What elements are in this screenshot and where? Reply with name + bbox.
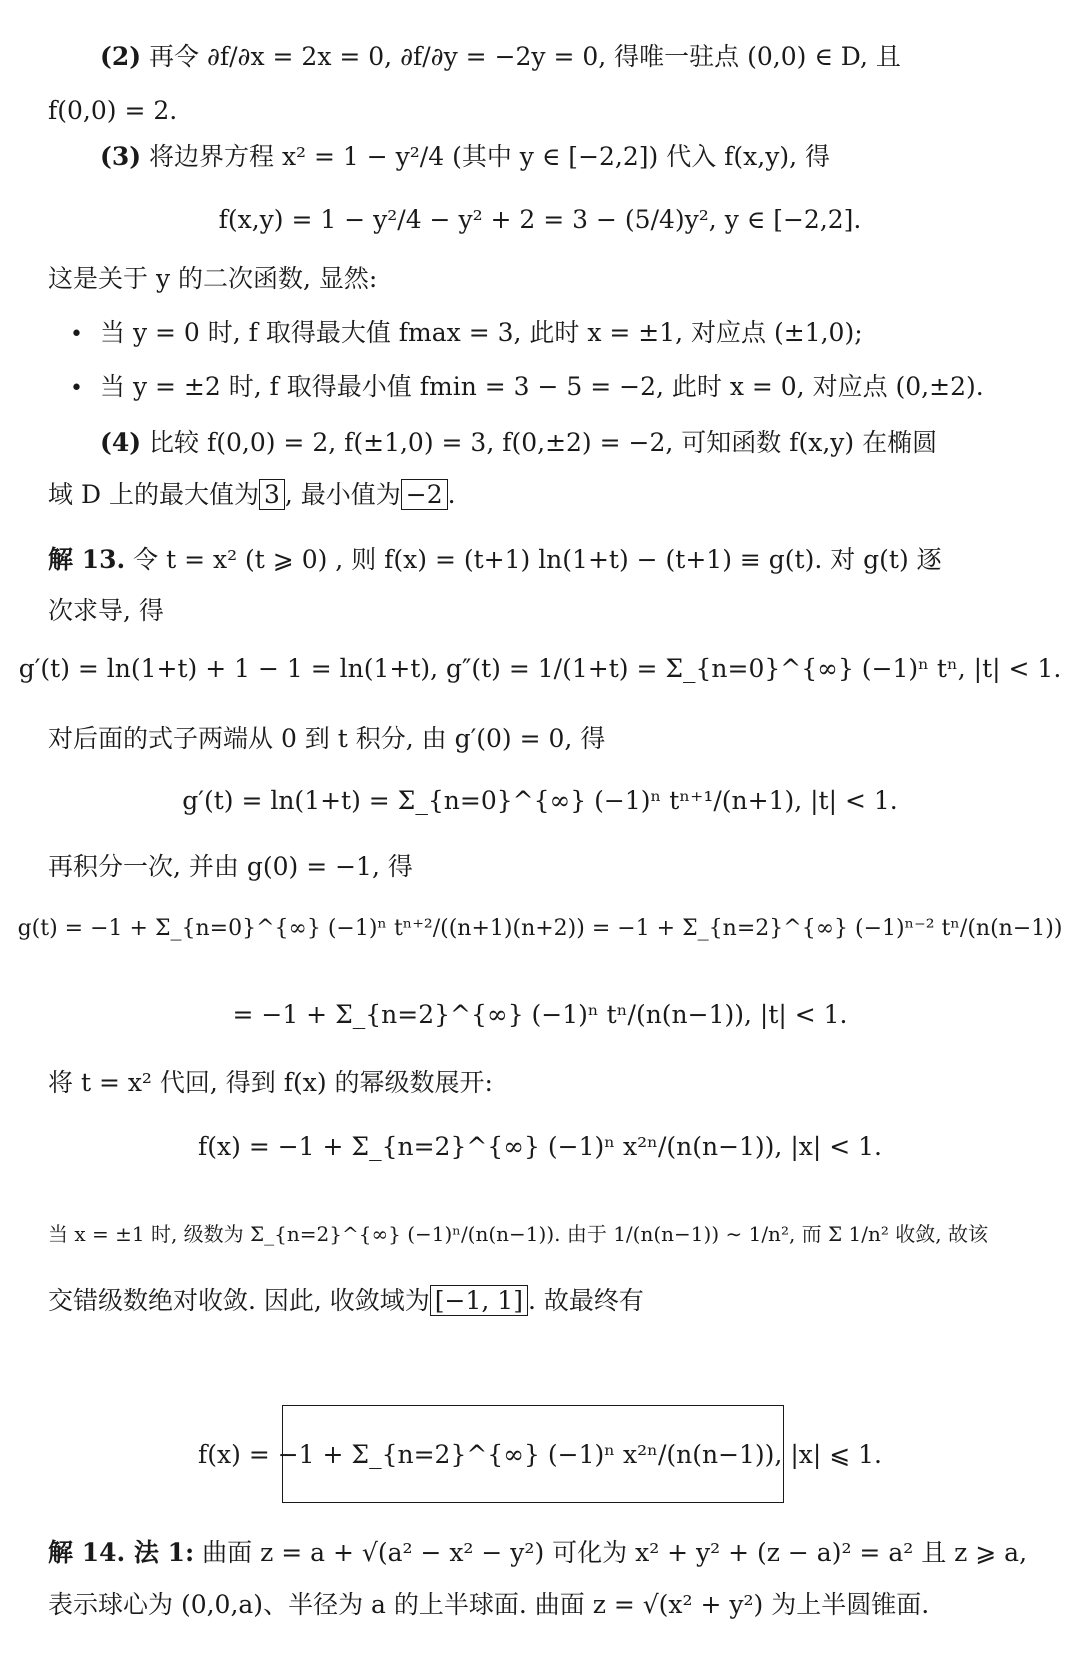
line-results: 域 D 上的最大值为 3 , 最小值为 −2 . bbox=[48, 480, 456, 509]
line-sol13: 解 13. 令 t = x² (t ⩾ 0) , 则 f(x) = (t+1) ln(1+t) − (t+1) ≡ g(t). 对 g(t) 逐 bbox=[48, 545, 942, 574]
equation-g-prime: g′(t) = ln(1+t) = Σ_{n=0}^{∞} (−1)ⁿ tⁿ⁺¹/(n+1), |t| < 1. bbox=[182, 786, 898, 815]
line-endpoint: 当 x = ±1 时, 级数为 Σ_{n=2}^{∞} (−1)ⁿ/(n(n−1)). 由于 1/(n(n−1)) ∼ 1/n², 而 Σ 1/n² 收敛, 故该 bbox=[48, 1222, 988, 1246]
convergence-domain-box: [−1, 1] bbox=[430, 1285, 528, 1316]
min-answer-box: −2 bbox=[401, 479, 448, 510]
line-integrate-again: 再积分一次, 并由 g(0) = −1, 得 bbox=[48, 852, 413, 881]
line-convergence: 交错级数绝对收敛. 因此, 收敛域为 [−1, 1] . 故最终有 bbox=[48, 1286, 644, 1315]
equation-g-cont: = −1 + Σ_{n=2}^{∞} (−1)ⁿ tⁿ/(n(n−1)), |t| < 1. bbox=[232, 1000, 848, 1029]
max-answer-box: 3 bbox=[259, 479, 285, 510]
equation-fx: f(x) = −1 + Σ_{n=2}^{∞} (−1)ⁿ x²ⁿ/(n(n−1)), |x| < 1. bbox=[198, 1132, 882, 1161]
line-substitute: 将 t = x² 代回, 得到 f(x) 的幂级数展开: bbox=[48, 1068, 493, 1097]
bullet-icon: • bbox=[70, 376, 83, 401]
equation-g-second: g′(t) = ln(1+t) + 1 − 1 = ln(1+t), g″(t) = 1/(1+t) = Σ_{n=0}^{∞} (−1)ⁿ tⁿ, |t| < 1. bbox=[18, 654, 1062, 683]
line-f00: f(0,0) = 2. bbox=[48, 96, 178, 125]
line-part3: (3) 将边界方程 x² = 1 − y²/4 (其中 y ∈ [−2,2]) 代入 f(x,y), 得 bbox=[100, 142, 830, 171]
line-sol14: 解 14. 法 1: 曲面 z = a + √(a² − x² − y²) 可化为 x² + y² + (z − a)² = a² 且 z ⩾ a, bbox=[48, 1538, 1028, 1567]
bullet-icon: • bbox=[70, 322, 83, 347]
line-max: 当 y = 0 时, f 取得最大值 fmax = 3, 此时 x = ±1, 对应点 (±1,0); bbox=[100, 318, 863, 347]
equation-boundary: f(x,y) = 1 − y²/4 − y² + 2 = 3 − (5/4)y², y ∈ [−2,2]. bbox=[218, 205, 862, 234]
line-quadratic: 这是关于 y 的二次函数, 显然: bbox=[48, 264, 378, 293]
line-min: 当 y = ±2 时, f 取得最小值 fmin = 3 − 5 = −2, 此时 x = 0, 对应点 (0,±2). bbox=[100, 372, 984, 401]
equation-g: g(t) = −1 + Σ_{n=0}^{∞} (−1)ⁿ tⁿ⁺²/((n+1)(n+2)) = −1 + Σ_{n=2}^{∞} (−1)ⁿ⁻² tⁿ/(n(n−1)) bbox=[17, 916, 1063, 941]
equation-final: f(x) = −1 + Σ_{n=2}^{∞} (−1)ⁿ x²ⁿ/(n(n−1)), |x| ⩽ 1. bbox=[198, 1440, 882, 1469]
line-hemisphere: 表示球心为 (0,0,a)、半径为 a 的上半球面. 曲面 z = √(x² + y²) 为上半圆锥面. bbox=[48, 1590, 930, 1619]
line-part2: (2) 再令 ∂f/∂x = 2x = 0, ∂f/∂y = −2y = 0, 得唯一驻点 (0,0) ∈ D, 且 bbox=[100, 42, 901, 71]
line-integrate: 对后面的式子两端从 0 到 t 积分, 由 g′(0) = 0, 得 bbox=[48, 724, 606, 753]
line-derivative: 次求导, 得 bbox=[48, 596, 164, 625]
line-part4: (4) 比较 f(0,0) = 2, f(±1,0) = 3, f(0,±2) = −2, 可知函数 f(x,y) 在椭圆 bbox=[100, 428, 938, 457]
